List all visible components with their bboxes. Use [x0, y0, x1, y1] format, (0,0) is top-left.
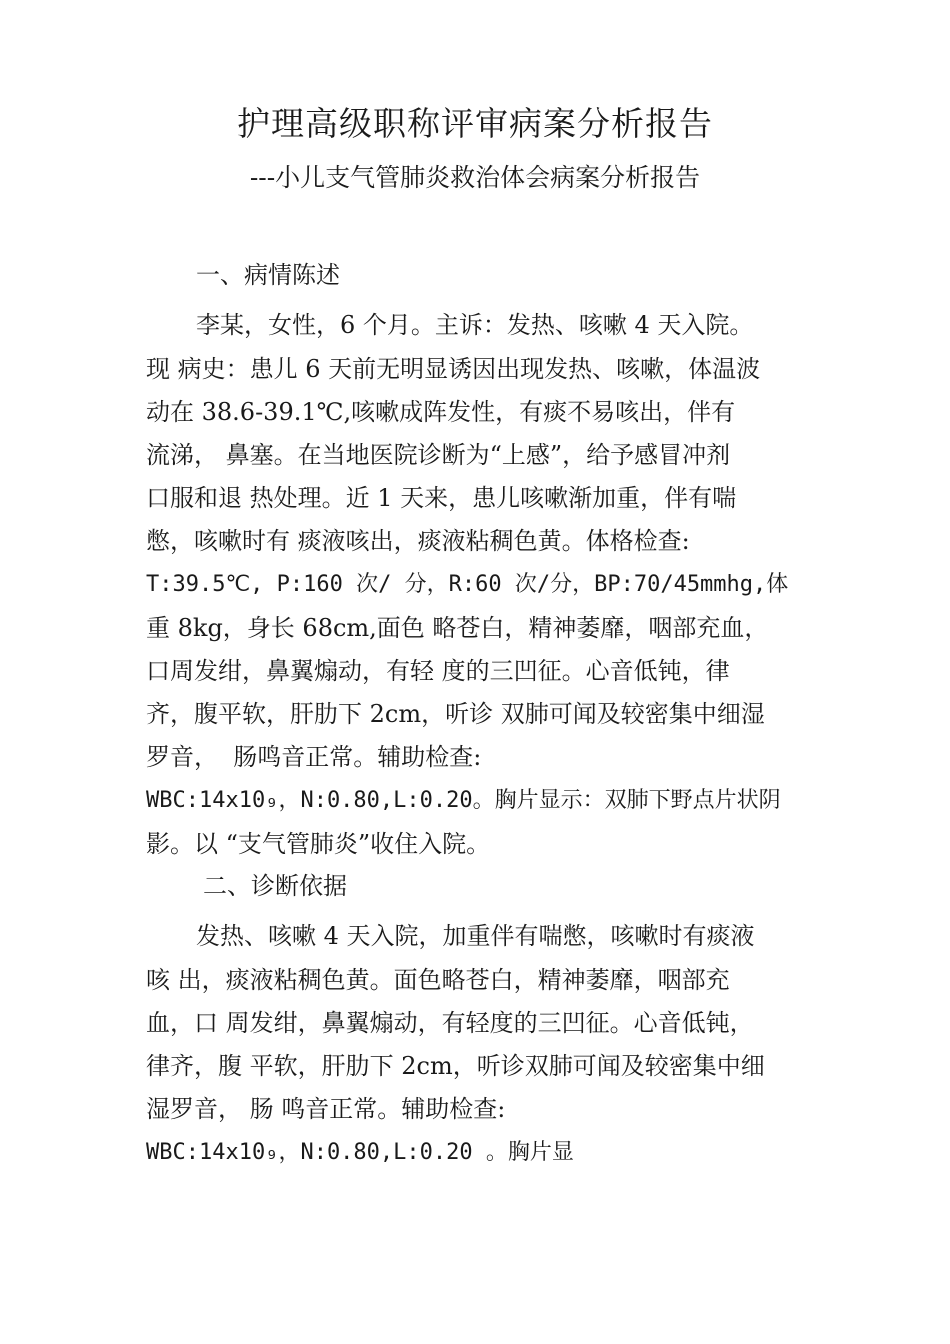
paragraph-line: WBC:14x10₉，N:0.80,L:0.20 。胸片显	[146, 1140, 574, 1165]
paragraph-line: 湿罗音， 肠 鸣音正常。辅助检查:	[146, 1095, 506, 1123]
paragraph-line: 憋，咳嗽时有 痰液咳出，痰液粘稠色黄。体格检查:	[146, 527, 690, 555]
paragraph-line: 流涕， 鼻塞。在当地医院诊断为“上感”，给予感冒冲剂	[146, 441, 731, 469]
paragraph-line: 动在 38.6-39.1℃,咳嗽成阵发性，有痰不易咳出，伴有	[146, 398, 736, 426]
paragraph-line: 口周发绀，鼻翼煽动，有轻 度的三凹征。心音低钝，律	[146, 657, 730, 685]
paragraph-line: 发热、咳嗽 4 天入院，加重伴有喘憋，咳嗽时有痰液	[196, 922, 755, 950]
paragraph-line: 罗音， 肠鸣音正常。辅助检查:	[146, 743, 482, 771]
paragraph-line: 律齐，腹 平软，肝肋下 2cm，听诊双肺可闻及较密集中细	[146, 1052, 765, 1080]
paragraph-line: 影。以 “支气管肺炎”收住入院。	[146, 830, 491, 858]
document-subtitle: ---小儿支气管肺炎救治体会病案分析报告	[249, 163, 701, 192]
section-heading-condition: 一、病情陈述	[196, 261, 340, 289]
paragraph-line: 口服和退 热处理。近 1 天来，患儿咳嗽渐加重，伴有喘	[146, 484, 737, 512]
paragraph-line: 咳 出，痰液粘稠色黄。面色略苍白，精神萎靡，咽部充	[146, 966, 730, 994]
paragraph-line: 重 8kg，身长 68cm,面色 略苍白，精神萎靡，咽部充血，	[146, 614, 769, 642]
paragraph-line: 齐，腹平软，肝肋下 2cm，听诊 双肺可闻及较密集中细湿	[146, 700, 765, 728]
paragraph-line: 现 病史：患儿 6 天前无明显诱因出现发热、咳嗽，体温波	[146, 355, 761, 383]
section-heading-diagnosis: 二、诊断依据	[203, 872, 347, 900]
paragraph-line: 李某，女性，6 个月。主诉：发热、咳嗽 4 天入院。	[196, 311, 754, 339]
paragraph-line: 血，口 周发绀，鼻翼煽动，有轻度的三凹征。心音低钝，	[146, 1009, 754, 1037]
document-title: 护理高级职称评审病案分析报告	[237, 104, 713, 143]
paragraph-line: T:39.5℃, P:160 次/ 分，R:60 次/分，BP:70/45mmhg,体	[146, 572, 789, 597]
paragraph-line: WBC:14x10₉，N:0.80,L:0.20。胸片显示：双肺下野点片状阴	[146, 788, 781, 813]
